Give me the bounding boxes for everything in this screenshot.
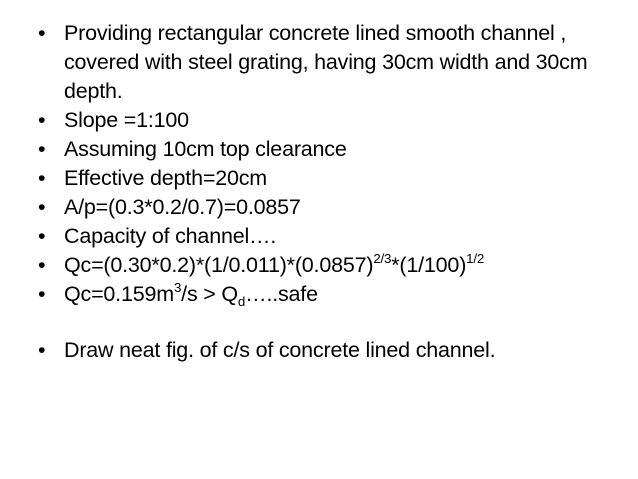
result-part-3: …..safe (245, 282, 318, 306)
formula-exponent-2: 1/2 (466, 250, 485, 266)
bullet-capacity-formula (38, 251, 618, 280)
formula-part-1: Qc=(0.30*0.2)*(1/0.011)*(0.0857) (64, 253, 374, 277)
result-part-2: /s > Q (181, 282, 238, 306)
result-subscript: d (237, 293, 246, 309)
result-exponent: 3 (173, 279, 182, 295)
formula-part-2: *(1/100) (391, 253, 467, 277)
bullet-capacity-result (38, 280, 618, 309)
result-part-1: Qc=0.159m (64, 282, 174, 306)
bullet-draw-figure: • Draw neat fig. of c/s of concrete lined channel. (38, 336, 618, 365)
bullet-effective-depth: • Effective depth=20cm (38, 164, 618, 193)
bullet-list (38, 19, 618, 365)
bullet-slope: • Slope =1:100 (38, 106, 618, 135)
formula-exponent-1: 2/3 (373, 250, 392, 266)
bullet-capacity-heading: • Capacity of channel…. (38, 222, 618, 251)
bullet-spacer (38, 309, 618, 336)
bullet-hydraulic-radius: • A/p=(0.3*0.2/0.7)=0.0857 (38, 193, 618, 222)
bullet-top-clearance: • Assuming 10cm top clearance (38, 135, 618, 164)
bullet-channel-description: • Providing rectangular concrete lined smooth channel , covered with steel grating, having 30cm width and 30cm depth. (38, 19, 618, 106)
